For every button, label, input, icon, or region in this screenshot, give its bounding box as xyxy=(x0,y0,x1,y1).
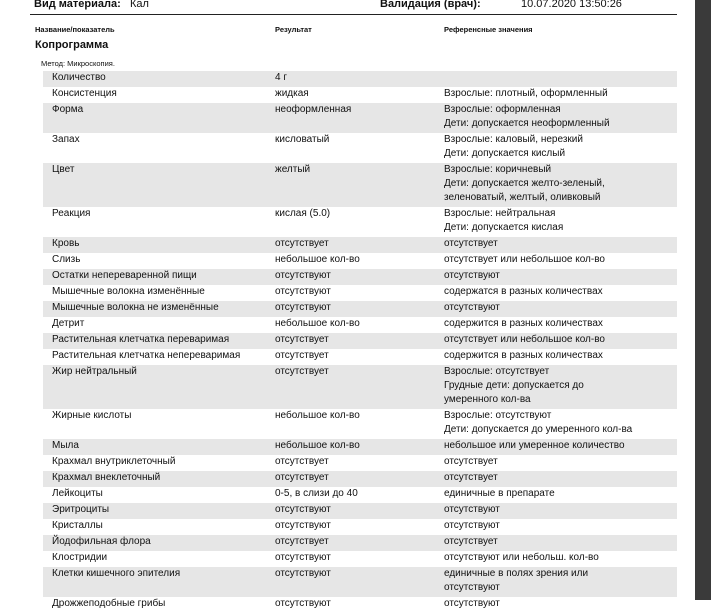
table-row xyxy=(43,365,677,409)
row-parameter-name: Консистенция xyxy=(52,88,117,99)
row-result: жидкая xyxy=(275,88,309,99)
row-reference xyxy=(444,503,500,517)
row-parameter-name: Йодофильная флора xyxy=(52,536,151,547)
row-reference xyxy=(444,487,555,501)
row-parameter-name: Дрожжеподобные грибы xyxy=(52,598,166,609)
table-row xyxy=(43,269,677,285)
row-result: небольшое кол-во xyxy=(275,440,360,451)
table-row xyxy=(43,487,677,503)
row-result: отсутствует xyxy=(275,536,329,547)
row-reference xyxy=(444,519,500,533)
table-row xyxy=(43,333,677,349)
reference-line: отсутствует xyxy=(444,536,498,547)
row-result: отсутствуют xyxy=(275,568,331,579)
window-edge xyxy=(695,0,711,600)
validation-value: 10.07.2020 13:50:26 xyxy=(521,0,622,10)
row-reference xyxy=(444,87,608,101)
reference-line: отсутствуют xyxy=(444,504,500,515)
row-parameter-name: Мышечные волокна не изменённые xyxy=(52,302,219,313)
row-reference xyxy=(444,439,625,453)
row-result: отсутствуют xyxy=(275,270,331,281)
row-reference xyxy=(444,597,500,611)
column-header-result: Результат xyxy=(275,25,312,34)
row-reference xyxy=(444,365,584,407)
row-result: отсутствует xyxy=(275,334,329,345)
table-row xyxy=(43,163,677,207)
table-row xyxy=(43,103,677,133)
row-result: отсутствуют xyxy=(275,520,331,531)
row-reference xyxy=(444,349,603,363)
row-reference xyxy=(444,103,610,131)
reference-line: Дети: допускается до умеренного кол-ва xyxy=(444,424,633,435)
table-row xyxy=(43,207,677,237)
reference-line: Грудные дети: допускается до xyxy=(444,380,584,391)
reference-line: отсутствуют xyxy=(444,598,500,609)
reference-line: отсутствуют xyxy=(444,582,500,593)
header-divider xyxy=(30,14,677,15)
reference-line: Дети: допускается кислая xyxy=(444,222,564,233)
table-row xyxy=(43,471,677,487)
reference-line: Взрослые: каловый, нерезкий xyxy=(444,134,583,145)
row-result: отсутствуют xyxy=(275,302,331,313)
row-result: отсутствуют xyxy=(275,598,331,609)
reference-line: содержится в разных количествах xyxy=(444,318,603,329)
row-result: отсутствуют xyxy=(275,504,331,515)
row-parameter-name: Крахмал внеклеточный xyxy=(52,472,161,483)
row-parameter-name: Мыла xyxy=(52,440,79,451)
reference-line: Дети: допускается желто-зеленый, xyxy=(444,178,605,189)
row-parameter-name: Кристаллы xyxy=(52,520,103,531)
row-parameter-name: Запах xyxy=(52,134,80,145)
reference-line: содержится в разных количествах xyxy=(444,350,603,361)
row-result: 0-5, в слизи до 40 xyxy=(275,488,358,499)
reference-line: Взрослые: отсутствуют xyxy=(444,410,552,421)
row-parameter-name: Клетки кишечного эпителия xyxy=(52,568,181,579)
row-parameter-name: Клостридии xyxy=(52,552,108,563)
row-result: небольшое кол-во xyxy=(275,318,360,329)
row-result: отсутствует xyxy=(275,472,329,483)
row-parameter-name: Эритроциты xyxy=(52,504,110,515)
reference-line: Взрослые: плотный, оформленный xyxy=(444,88,608,99)
row-parameter-name: Мышечные волокна изменённые xyxy=(52,286,205,297)
reference-line: Дети: допускается кислый xyxy=(444,148,566,159)
table-row xyxy=(43,439,677,455)
row-parameter-name: Жир нейтральный xyxy=(52,366,137,377)
row-reference xyxy=(444,237,498,251)
reference-line: отсутствуют xyxy=(444,520,500,531)
row-reference xyxy=(444,471,498,485)
table-row xyxy=(43,317,677,333)
reference-line: Дети: допускается неоформленный xyxy=(444,118,610,129)
table-row xyxy=(43,567,677,597)
reference-line: отсутствует или небольшое кол-во xyxy=(444,334,605,345)
row-reference xyxy=(444,535,498,549)
table-row xyxy=(43,253,677,269)
row-reference xyxy=(444,301,500,315)
row-result: кислая (5.0) xyxy=(275,208,331,219)
reference-line: Взрослые: оформленная xyxy=(444,104,561,115)
reference-line: Взрослые: отсутствует xyxy=(444,366,550,377)
row-parameter-name: Реакция xyxy=(52,208,91,219)
table-row xyxy=(43,409,677,439)
row-reference xyxy=(444,269,500,283)
row-parameter-name: Слизь xyxy=(52,254,81,265)
reference-line: отсутствует или небольшое кол-во xyxy=(444,254,605,265)
row-parameter-name: Цвет xyxy=(52,164,75,175)
row-parameter-name: Лейкоциты xyxy=(52,488,103,499)
reference-line: отсутствуют xyxy=(444,270,500,281)
material-label: Вид материала: xyxy=(34,0,121,10)
row-reference xyxy=(444,163,605,205)
reference-line: зеленоватый, желтый, оливковый xyxy=(444,192,601,203)
results-table xyxy=(43,71,677,613)
row-parameter-name: Форма xyxy=(52,104,84,115)
row-parameter-name: Детрит xyxy=(52,318,85,329)
row-reference xyxy=(444,567,588,595)
row-parameter-name: Жирные кислоты xyxy=(52,410,132,421)
row-reference xyxy=(444,253,605,267)
row-result: кисловатый xyxy=(275,134,330,145)
table-row xyxy=(43,349,677,365)
reference-line: умеренного кол-ва xyxy=(444,394,531,405)
row-result: отсутствует xyxy=(275,366,329,377)
row-reference xyxy=(444,551,599,565)
table-row xyxy=(43,133,677,163)
row-result: отсутствует xyxy=(275,238,329,249)
row-result: отсутствует xyxy=(275,456,329,467)
reference-line: Взрослые: нейтральная xyxy=(444,208,556,219)
row-reference xyxy=(444,333,605,347)
reference-line: отсутствует xyxy=(444,456,498,467)
row-reference xyxy=(444,207,563,235)
row-parameter-name: Кровь xyxy=(52,238,80,249)
row-reference xyxy=(444,285,603,299)
reference-line: единичные в препарате xyxy=(444,488,555,499)
row-reference xyxy=(444,317,603,331)
row-parameter-name: Остатки непереваренной пищи xyxy=(52,270,197,281)
row-result: небольшое кол-во xyxy=(275,254,360,265)
reference-line: единичные в полях зрения или xyxy=(444,568,589,579)
method-note: Метод: Микроскопия. xyxy=(41,59,115,68)
row-result: отсутствует xyxy=(275,350,329,361)
row-result: отсутствуют xyxy=(275,552,331,563)
reference-line: отсутствует xyxy=(444,472,498,483)
row-result: желтый xyxy=(275,164,311,175)
row-parameter-name: Растительная клетчатка непереваримая xyxy=(52,350,241,361)
table-row xyxy=(43,455,677,471)
reference-line: Взрослые: коричневый xyxy=(444,164,552,175)
report-header xyxy=(0,0,695,14)
table-row xyxy=(43,285,677,301)
table-row xyxy=(43,71,677,87)
row-reference xyxy=(444,455,498,469)
row-result: небольшое кол-во xyxy=(275,410,360,421)
table-row xyxy=(43,237,677,253)
reference-line: отсутствуют xyxy=(444,302,500,313)
material-value: Кал xyxy=(130,0,149,10)
table-row xyxy=(43,87,677,103)
row-parameter-name: Растительная клетчатка переваримая xyxy=(52,334,230,345)
row-parameter-name: Количество xyxy=(52,72,106,83)
row-result: отсутствуют xyxy=(275,286,331,297)
table-row xyxy=(43,597,677,613)
table-row xyxy=(43,535,677,551)
row-reference xyxy=(444,133,583,161)
row-result: неоформленная xyxy=(275,104,352,115)
row-reference xyxy=(444,409,632,437)
table-row xyxy=(43,301,677,317)
reference-line: отсутствует xyxy=(444,238,498,249)
column-header-reference: Референсные значения xyxy=(444,25,533,34)
row-parameter-name: Крахмал внутриклеточный xyxy=(52,456,176,467)
table-row xyxy=(43,503,677,519)
reference-line: небольшое или умеренное количество xyxy=(444,440,625,451)
row-result: 4 г xyxy=(275,72,287,83)
reference-line: содержатся в разных количествах xyxy=(444,286,603,297)
column-header-name: Название/показатель xyxy=(35,25,115,34)
table-row xyxy=(43,551,677,567)
reference-line: отсутствуют или небольш. кол-во xyxy=(444,552,599,563)
section-title: Копрограмма xyxy=(35,39,109,51)
table-row xyxy=(43,519,677,535)
validation-label: Валидация (врач): xyxy=(380,0,481,10)
